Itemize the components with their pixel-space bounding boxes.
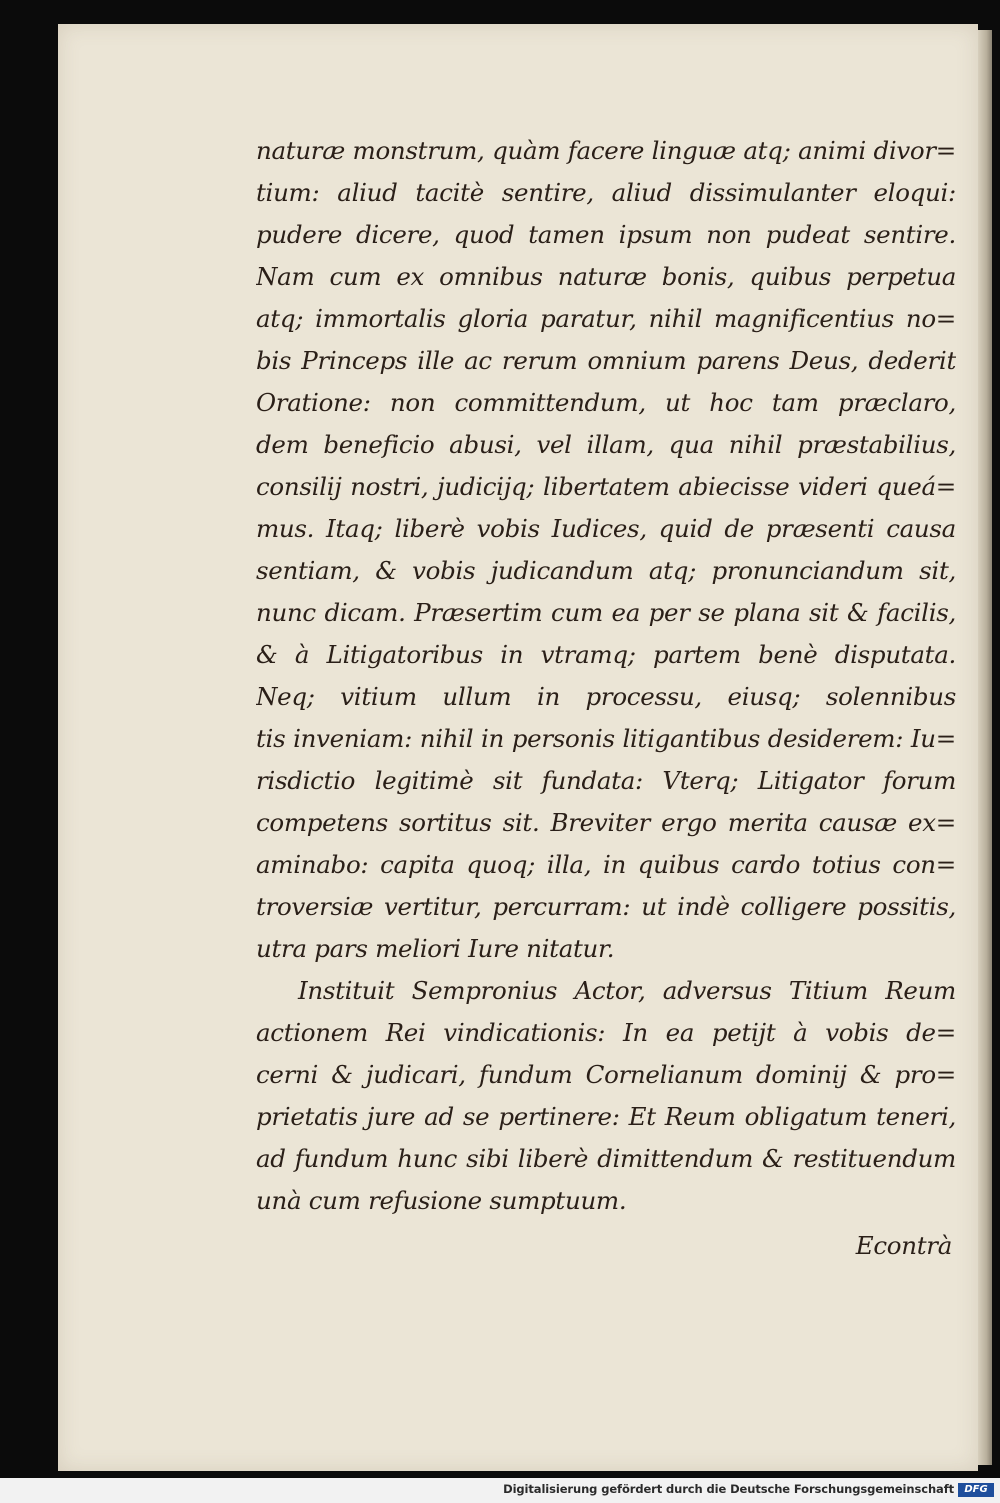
footer-bar <box>0 1478 1000 1503</box>
text-line: Neq; vitium ullum in processu, eiusq; solennibus <box>256 682 956 711</box>
text-line: Oratione: non committendum, ut hoc tam præclaro, <box>256 388 956 417</box>
text-line: risdictio legitimè sit fundata: Vterq; Litigator forum <box>256 766 956 795</box>
text-line: utra pars meliori Iure nitatur. <box>256 934 615 963</box>
text-line: prietatis jure ad se pertinere: Et Reum obligatum teneri, <box>256 1102 956 1131</box>
text-line: nunc dicam. Præsertim cum ea per se plana sit & facilis, <box>256 598 956 627</box>
text-line: tium: aliud tacitè sentire, aliud dissimulanter eloqui: <box>256 178 956 207</box>
text-line: pudere dicere, quod tamen ipsum non pudeat sentire. <box>256 220 956 249</box>
text-line: competens sortitus sit. Breviter ergo merita causæ ex= <box>256 808 956 837</box>
text-line: tis inveniam: nihil in personis litigantibus desiderem: Iu= <box>256 724 956 753</box>
page-text <box>256 130 956 1270</box>
text-line: actionem Rei vindicationis: In ea petijt à vobis de= <box>256 1018 956 1047</box>
text-line: sentiam, & vobis judicandum atq; pronunciandum sit, <box>256 556 956 585</box>
text-line: troversiæ vertitur, percurram: ut indè colligere possitis, <box>256 892 956 921</box>
text-line: aminabo: capita quoq; illa, in quibus cardo totius con= <box>256 850 956 879</box>
text-line: naturæ monstrum, quàm facere linguæ atq; animi divor= <box>256 136 956 165</box>
text-line: & à Litigatoribus in vtramq; partem benè disputata. <box>256 640 956 669</box>
text-line: atq; immortalis gloria paratur, nihil magnificentius no= <box>256 304 956 333</box>
text-line: cerni & judicari, fundum Cornelianum dominij & pro= <box>256 1060 956 1089</box>
text-line: unà cum refusione sumptuum. <box>256 1186 627 1215</box>
text-line: ad fundum hunc sibi liberè dimittendum & restituendum <box>256 1144 956 1173</box>
paragraph-start-line: Instituit Sempronius Actor, adversus Titium Reum <box>298 976 956 1005</box>
text-line: bis Princeps ille ac rerum omnium parens Deus, dederit <box>256 346 956 375</box>
text-line: mus. Itaq; liberè vobis Iudices, quid de præsenti causa <box>256 514 956 543</box>
catchword: Econtrà <box>855 1231 952 1260</box>
text-line: Nam cum ex omnibus naturæ bonis, quibus perpetua <box>256 262 956 291</box>
dfg-logo: DFG <box>958 1483 994 1497</box>
page-edge <box>978 30 992 1465</box>
funding-note: Digitalisierung gefördert durch die Deutsche Forschungsgemeinschaft <box>503 1482 954 1496</box>
text-line: consilij nostri, judicijq; libertatem abiecisse videri queá= <box>256 472 956 501</box>
text-line: dem beneficio abusi, vel illam, qua nihil præstabilius, <box>256 430 956 459</box>
